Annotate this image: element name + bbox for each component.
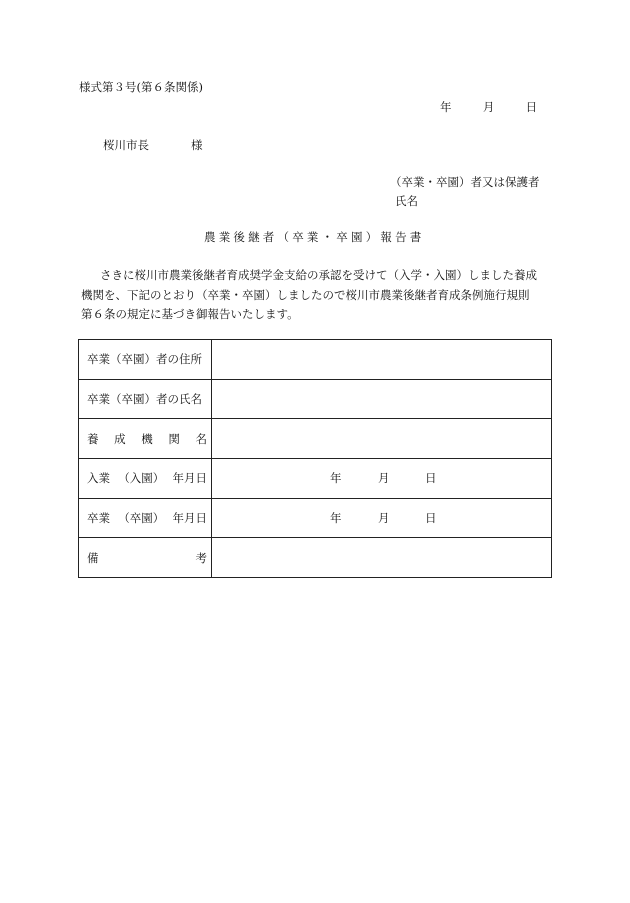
label-char: 名 bbox=[195, 431, 207, 446]
label-char: 養 bbox=[87, 431, 99, 446]
label-part: 年月日 bbox=[172, 471, 207, 486]
addressee-name: 桜川市長 bbox=[103, 138, 149, 152]
month-label: 月 bbox=[378, 471, 390, 486]
graduation-date-field[interactable] bbox=[212, 498, 552, 538]
report-statement bbox=[80, 266, 560, 325]
addressee bbox=[103, 140, 203, 152]
label-part: （入園） bbox=[118, 471, 165, 486]
label-char: 考 bbox=[195, 550, 207, 565]
label-part: 入業 bbox=[87, 471, 110, 486]
report-table bbox=[78, 339, 552, 578]
table-row bbox=[79, 458, 552, 498]
date-month-label: 月 bbox=[482, 100, 495, 114]
year-label: 年 bbox=[330, 510, 342, 525]
date-year-label: 年 bbox=[440, 100, 452, 114]
table-row bbox=[79, 419, 552, 459]
table-row bbox=[79, 498, 552, 538]
graduate-name-label: 卒業（卒園）者の氏名 bbox=[79, 379, 212, 419]
addressee-honorific: 様 bbox=[191, 138, 203, 152]
document-title: 農業後継者（卒業・卒園）報告書 bbox=[204, 230, 425, 244]
table-row bbox=[79, 538, 552, 578]
label-part: （卒園） bbox=[118, 510, 165, 525]
statement-line: 第６条の規定に基づき御報告いたします。 bbox=[81, 307, 299, 321]
remarks-field[interactable] bbox=[212, 538, 552, 578]
graduate-address-field[interactable] bbox=[212, 340, 552, 380]
label-char: 成 bbox=[114, 431, 126, 446]
table-row bbox=[79, 340, 552, 380]
enrollment-date-field[interactable] bbox=[212, 458, 552, 498]
day-label: 日 bbox=[425, 510, 437, 525]
day-label: 日 bbox=[425, 471, 437, 486]
date-day-label: 日 bbox=[525, 100, 538, 114]
graduation-date-label bbox=[79, 498, 212, 538]
institution-name-label bbox=[79, 419, 212, 459]
month-label: 月 bbox=[378, 510, 390, 525]
table-row bbox=[79, 379, 552, 419]
label-char: 備 bbox=[87, 550, 99, 565]
year-label: 年 bbox=[330, 471, 342, 486]
reporter-role: （卒業・卒園）者又は保護者 bbox=[390, 175, 540, 189]
reporter-name-field[interactable]: 氏名 bbox=[395, 194, 418, 208]
institution-name-field[interactable] bbox=[212, 419, 552, 459]
statement-line: 機関を、下記のとおり（卒業・卒園）しましたので桜川市農業後継者育成条例施行規則 bbox=[81, 287, 530, 302]
enrollment-date-label bbox=[79, 458, 212, 498]
submission-date[interactable] bbox=[440, 102, 537, 114]
form-number: 様式第３号(第６条関係) bbox=[79, 80, 203, 94]
remarks-label bbox=[79, 538, 212, 578]
label-part: 年月日 bbox=[172, 510, 207, 525]
graduate-address-label: 卒業（卒園）者の住所 bbox=[79, 340, 212, 380]
label-char: 機 bbox=[141, 431, 153, 446]
statement-line: さきに桜川市農業後継者育成奨学金支給の承認を受けて（入学・入園）しました養成 bbox=[100, 268, 537, 282]
label-char: 関 bbox=[168, 431, 180, 446]
label-part: 卒業 bbox=[87, 510, 110, 525]
graduate-name-field[interactable] bbox=[212, 379, 552, 419]
